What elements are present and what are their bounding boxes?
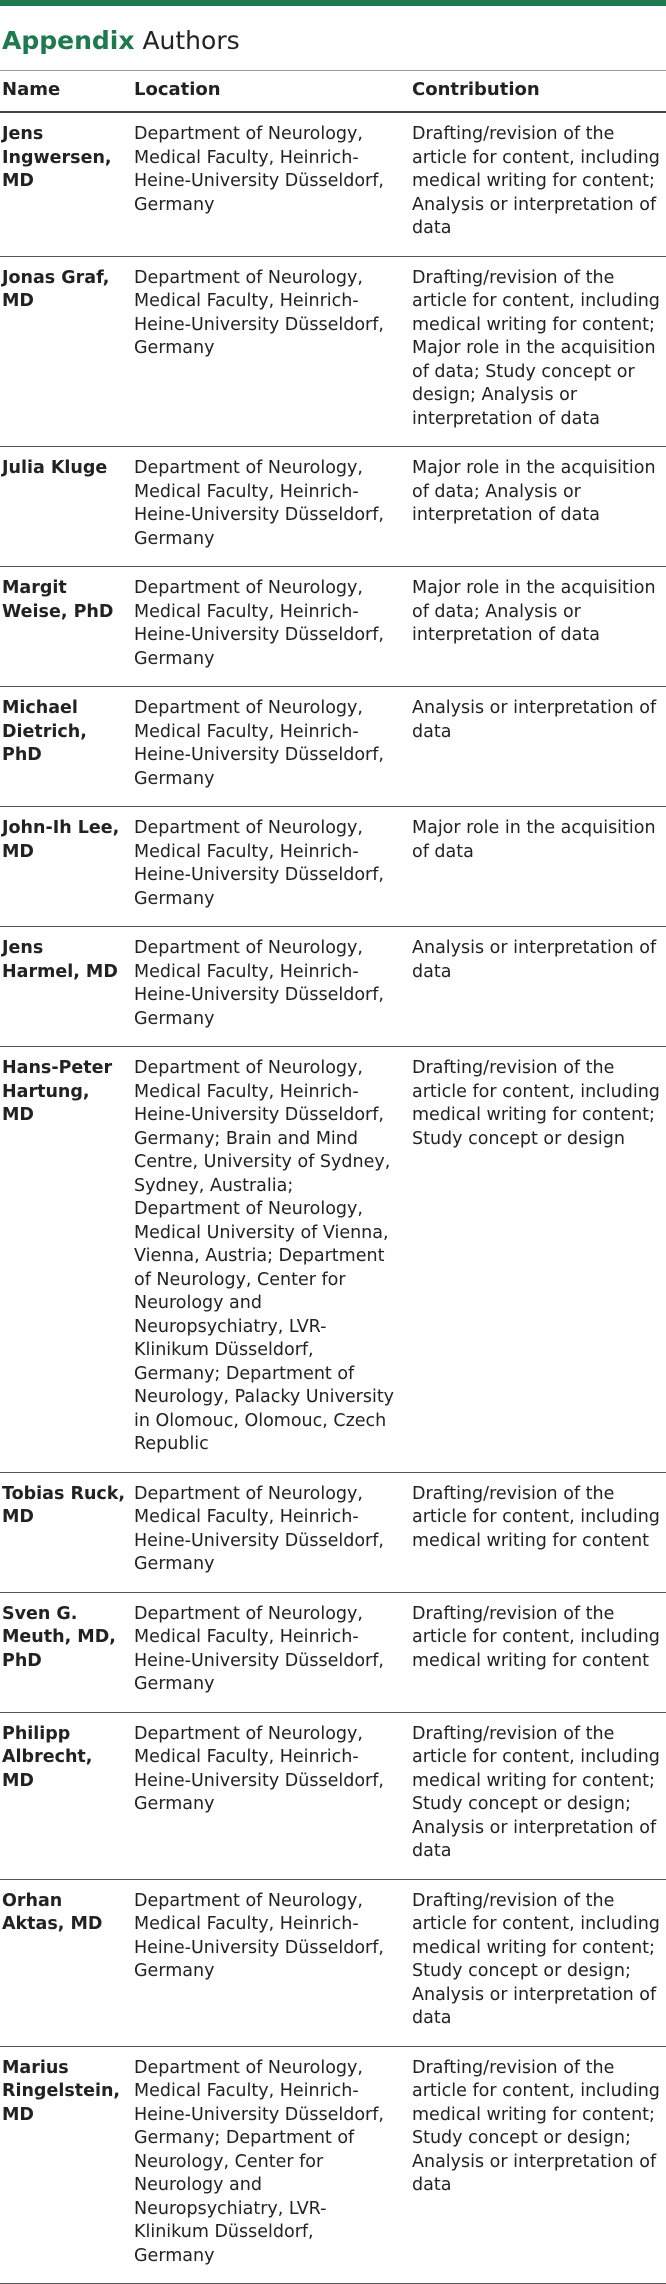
author-name: Sven G. Meuth, MD, PhD	[0, 1592, 134, 1712]
author-location: Department of Neurology, Medical Faculty, Heinrich-Heine-University Düsseldorf, Germany	[134, 567, 412, 687]
author-name: John-Ih Lee, MD	[0, 807, 134, 927]
author-location: Department of Neurology, Medical Faculty, Heinrich-Heine-University Düsseldorf, Germany	[134, 927, 412, 1047]
author-contribution: Drafting/revision of the article for content, including medical writing for content; Study concept or design; Analysis or interpretation of data	[412, 1879, 666, 2046]
table-row	[0, 1879, 666, 2046]
author-location: Department of Neurology, Medical Faculty, Heinrich-Heine-University Düsseldorf, Germany	[134, 1592, 412, 1712]
author-contribution: Drafting/revision of the article for content, including medical writing for content; Study concept or design	[412, 1047, 666, 1473]
table-row	[0, 1712, 666, 1879]
author-contribution: Major role in the acquisition of data; Analysis or interpretation of data	[412, 447, 666, 567]
authors-table	[0, 70, 666, 2284]
author-contribution: Drafting/revision of the article for content, including medical writing for content; Study concept or design; Analysis or interpretation of data	[412, 2046, 666, 2284]
author-contribution: Drafting/revision of the article for content, including medical writing for content	[412, 1592, 666, 1712]
table-row	[0, 687, 666, 807]
author-contribution: Major role in the acquisition of data	[412, 807, 666, 927]
table-row	[0, 256, 666, 447]
author-contribution: Drafting/revision of the article for content, including medical writing for content	[412, 1472, 666, 1592]
table-row	[0, 447, 666, 567]
header-contribution: Contribution	[412, 71, 666, 113]
author-name: Julia Kluge	[0, 447, 134, 567]
author-name: Jonas Graf, MD	[0, 256, 134, 447]
author-contribution: Analysis or interpretation of data	[412, 687, 666, 807]
table-row	[0, 1592, 666, 1712]
table-row	[0, 112, 666, 256]
author-location: Department of Neurology, Medical Faculty, Heinrich-Heine-University Düsseldorf, Germany	[134, 256, 412, 447]
table-row	[0, 1047, 666, 1473]
table-row	[0, 567, 666, 687]
author-location: Department of Neurology, Medical Faculty, Heinrich-Heine-University Düsseldorf, Germany	[134, 1472, 412, 1592]
author-name: Marius Ringelstein, MD	[0, 2046, 134, 2284]
table-row	[0, 1472, 666, 1592]
author-location: Department of Neurology, Medical Faculty, Heinrich-Heine-University Düsseldorf, Germany; Brain and Mind Centre, University of Sydney, Sydney, Australia; Department of Neurology, Medical University of Vienna, Vienna, Austria; Department of Neurology, Center for Neurology and Neuropsychiatry, LVR-Klinikum Düsseldorf, Germany; Department of Neurology, Palacky University in Olomouc, Olomouc, Czech Republic	[134, 1047, 412, 1473]
author-location: Department of Neurology, Medical Faculty, Heinrich-Heine-University Düsseldorf, Germany	[134, 807, 412, 927]
caption-title: Authors	[142, 26, 240, 55]
author-contribution: Drafting/revision of the article for content, including medical writing for content; Analysis or interpretation of data	[412, 112, 666, 256]
table-caption	[2, 26, 240, 56]
author-location: Department of Neurology, Medical Faculty, Heinrich-Heine-University Düsseldorf, Germany	[134, 1879, 412, 2046]
author-name: Michael Dietrich, PhD	[0, 687, 134, 807]
author-name: Philipp Albrecht, MD	[0, 1712, 134, 1879]
author-location: Department of Neurology, Medical Faculty, Heinrich-Heine-University Düsseldorf, Germany	[134, 447, 412, 567]
author-location: Department of Neurology, Medical Faculty, Heinrich-Heine-University Düsseldorf, Germany; Department of Neurology, Center for Neurology and Neuropsychiatry, LVR-Klinikum Düsseldorf, Germany	[134, 2046, 412, 2284]
top-accent-bar	[0, 0, 666, 6]
author-name: Jens Ingwersen, MD	[0, 112, 134, 256]
table-row	[0, 2046, 666, 2284]
author-name: Hans-Peter Hartung, MD	[0, 1047, 134, 1473]
header-name: Name	[0, 71, 134, 113]
caption-label: Appendix	[2, 26, 135, 55]
header-location: Location	[134, 71, 412, 113]
author-name: Jens Harmel, MD	[0, 927, 134, 1047]
author-name: Tobias Ruck, MD	[0, 1472, 134, 1592]
author-contribution: Major role in the acquisition of data; Analysis or interpretation of data	[412, 567, 666, 687]
author-location: Department of Neurology, Medical Faculty, Heinrich-Heine-University Düsseldorf, Germany	[134, 112, 412, 256]
table-row	[0, 927, 666, 1047]
author-name: Orhan Aktas, MD	[0, 1879, 134, 2046]
author-contribution: Drafting/revision of the article for content, including medical writing for content; Study concept or design; Analysis or interpretation of data	[412, 1712, 666, 1879]
author-location: Department of Neurology, Medical Faculty, Heinrich-Heine-University Düsseldorf, Germany	[134, 687, 412, 807]
header-row	[0, 71, 666, 113]
author-contribution: Drafting/revision of the article for content, including medical writing for content; Major role in the acquisition of data; Study concept or design; Analysis or interpretation of data	[412, 256, 666, 447]
author-name: Margit Weise, PhD	[0, 567, 134, 687]
author-contribution: Analysis or interpretation of data	[412, 927, 666, 1047]
table-row	[0, 807, 666, 927]
author-location: Department of Neurology, Medical Faculty, Heinrich-Heine-University Düsseldorf, Germany	[134, 1712, 412, 1879]
